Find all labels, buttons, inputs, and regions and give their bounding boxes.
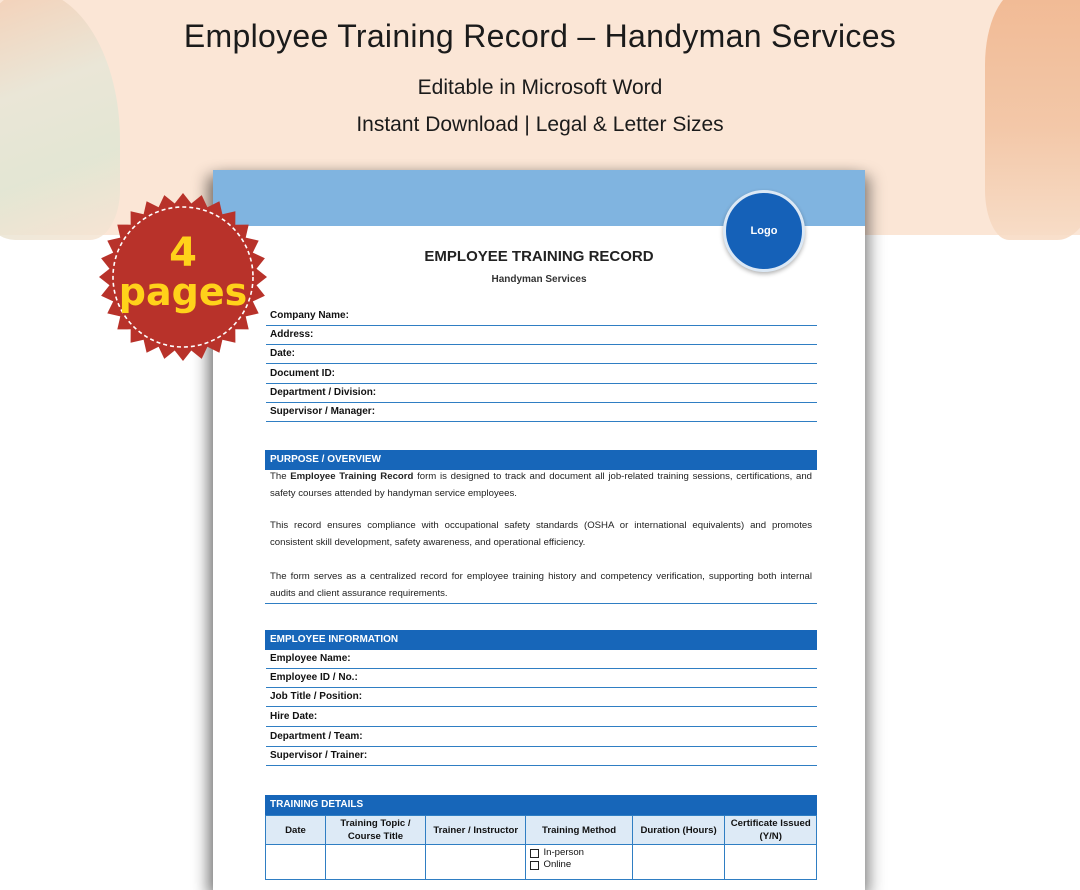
col-duration: Duration (Hours) bbox=[632, 816, 725, 845]
col-trainer: Trainer / Instructor bbox=[425, 816, 526, 845]
page-count-badge bbox=[98, 192, 268, 362]
document-title: EMPLOYEE TRAINING RECORD bbox=[424, 248, 654, 265]
logo-placeholder: Logo bbox=[723, 190, 805, 272]
team-field: Department / Team: bbox=[266, 728, 817, 747]
employee-id-field: Employee ID / No.: bbox=[266, 669, 817, 688]
method-option-in-person[interactable]: In-person bbox=[530, 847, 627, 859]
date-field: Date: bbox=[266, 345, 817, 364]
trainer-field: Supervisor / Trainer: bbox=[266, 747, 817, 766]
employee-name-field: Employee Name: bbox=[266, 650, 817, 669]
table-cell bbox=[632, 845, 725, 880]
hire-date-field: Hire Date: bbox=[266, 708, 817, 727]
company-name-field: Company Name: bbox=[266, 307, 817, 326]
table-cell bbox=[266, 845, 326, 880]
table-cell bbox=[725, 845, 817, 880]
product-subtitle-download: Instant Download | Legal & Letter Sizes bbox=[356, 113, 724, 136]
training-details-section-heading: TRAINING DETAILS bbox=[265, 795, 817, 815]
document-id-field: Document ID: bbox=[266, 365, 817, 384]
purpose-paragraph-1: The Employee Training Record form is designed to track and document all job-related training sessions, certifications, and safety courses attended by handyman service employees. bbox=[270, 471, 812, 499]
purpose-bottom-rule bbox=[265, 603, 817, 604]
product-subtitle-editable: Editable in Microsoft Word bbox=[417, 76, 663, 99]
employee-info-section-heading: EMPLOYEE INFORMATION bbox=[265, 630, 817, 650]
col-date: Date bbox=[266, 816, 326, 845]
badge-number: 4 bbox=[169, 230, 197, 276]
purpose-paragraph-2: This record ensures compliance with occupational safety standards (OSHA or international equivalents) and promotes consistent skill development, safety awareness, and operational efficiency. bbox=[270, 520, 812, 548]
table-header-row bbox=[266, 816, 817, 845]
checkbox-icon bbox=[530, 849, 539, 858]
address-field: Address: bbox=[266, 326, 817, 345]
col-certificate: Certificate Issued (Y/N) bbox=[725, 816, 817, 845]
training-method-cell bbox=[526, 845, 632, 880]
badge-word: pages bbox=[118, 270, 248, 314]
table-row bbox=[266, 845, 817, 880]
purpose-section-heading: PURPOSE / OVERVIEW bbox=[265, 450, 817, 470]
document-preview bbox=[213, 170, 865, 890]
table-cell bbox=[425, 845, 526, 880]
purpose-paragraph-3: The form serves as a centralized record for employee training history and competency verification, supporting both internal audits and client assurance requirements. bbox=[270, 571, 812, 599]
job-title-field: Job Title / Position: bbox=[266, 688, 817, 707]
product-title: Employee Training Record – Handyman Services bbox=[183, 18, 897, 54]
method-option-online[interactable]: Online bbox=[530, 859, 627, 871]
supervisor-field: Supervisor / Manager: bbox=[266, 403, 817, 422]
col-training-topic: Training Topic / Course Title bbox=[326, 816, 426, 845]
table-cell bbox=[326, 845, 426, 880]
training-details-table bbox=[265, 815, 817, 880]
col-training-method: Training Method bbox=[526, 816, 632, 845]
checkbox-icon bbox=[530, 861, 539, 870]
document-subtitle: Handyman Services bbox=[491, 274, 587, 285]
department-field: Department / Division: bbox=[266, 384, 817, 403]
